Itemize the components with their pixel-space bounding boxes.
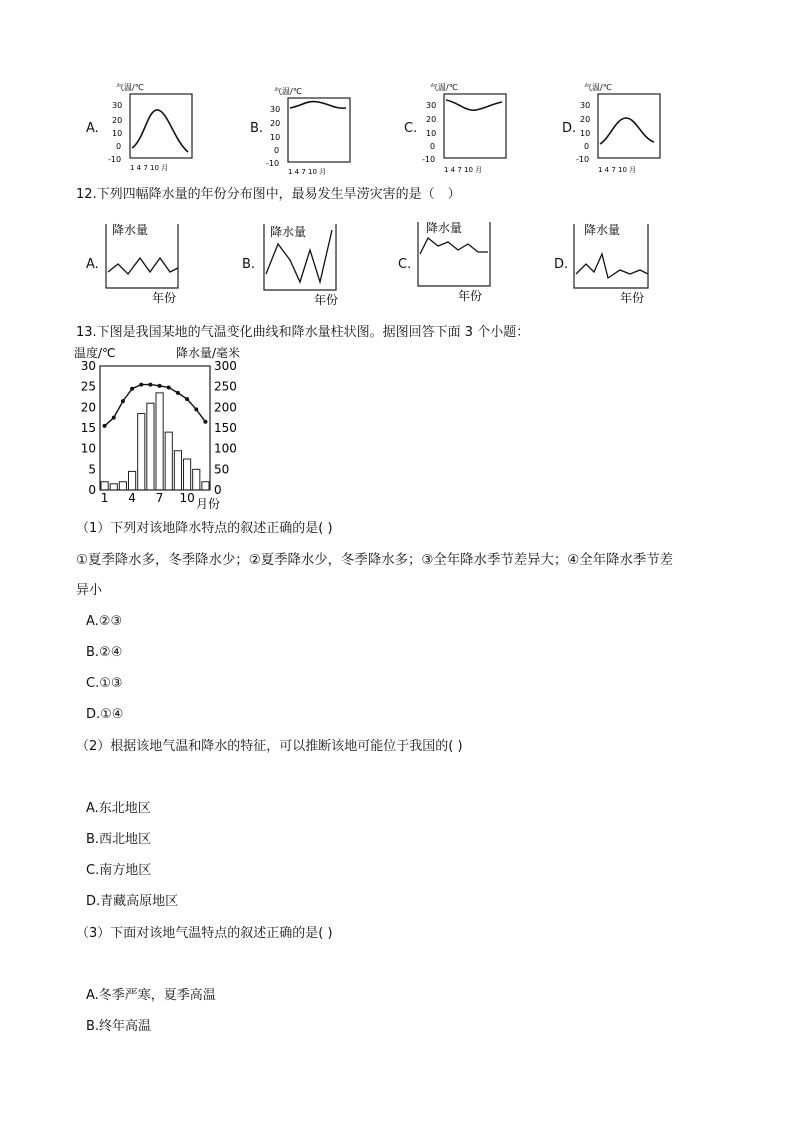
- svg-text:20: 20: [112, 116, 123, 125]
- q12-chart-d: [572, 220, 656, 306]
- right-tick-label: 250: [214, 379, 237, 394]
- precipitation-bar: [174, 451, 181, 490]
- q13-sub3-stem: （3）下面对该地气温特点的叙述正确的是( ): [76, 926, 333, 941]
- q12-d-ylabel: 降水量: [584, 223, 621, 237]
- right-tick-label: 150: [214, 421, 237, 435]
- q11-chart-c: [422, 80, 512, 176]
- svg-text:30: 30: [580, 101, 591, 110]
- temperature-point: [148, 383, 152, 387]
- right-axis-label: 降水量/毫米: [176, 346, 241, 360]
- svg-text:1 4 7 10 月: 1 4 7 10 月: [598, 166, 637, 174]
- q12-option-c-label: C.: [398, 257, 412, 272]
- temperature-curve: [105, 385, 206, 426]
- svg-text:30: 30: [426, 101, 437, 110]
- x-axis-ticks: [101, 491, 195, 505]
- svg-text:1 4 7 10 月: 1 4 7 10 月: [288, 168, 327, 176]
- temperature-point: [130, 387, 134, 391]
- precipitation-bar: [138, 414, 145, 490]
- precipitation-bar: [184, 459, 191, 490]
- q12-chart-row: [0, 218, 794, 308]
- temperature-line: [103, 383, 208, 428]
- svg-text:30: 30: [112, 101, 123, 110]
- x-tick-label: 4: [128, 491, 136, 505]
- q13-sub1-statements-line1: ①夏季降水多，冬季降水少；②夏季降水少，冬季降水多；③全年降水季节差异大；④全年降水季节差: [76, 553, 674, 568]
- x-axis-label: 月份: [196, 497, 221, 511]
- q11-d-ylabel: 气温/℃: [584, 83, 612, 92]
- q13-sub2-stem: （2）根据该地气温和降水的特征，可以推断该地可能位于我国的( ): [76, 739, 463, 754]
- svg-text:30: 30: [270, 105, 281, 114]
- svg-text:10: 10: [580, 129, 591, 138]
- q12-option-b-label: B.: [242, 257, 256, 272]
- temperature-point: [194, 407, 198, 411]
- precipitation-bar: [101, 482, 108, 490]
- svg-text:20: 20: [580, 115, 591, 124]
- q13-sub2-option-b[interactable]: B.西北地区: [86, 832, 152, 847]
- q11-chart-row: [0, 78, 794, 178]
- svg-text:20: 20: [426, 115, 437, 124]
- right-tick-label: 100: [214, 441, 237, 456]
- temperature-point: [139, 383, 143, 387]
- q12-d-xlabel: 年份: [620, 291, 645, 305]
- q13-stem: 13.下图是我国某地的气温变化曲线和降水量柱状图。据图回答下面 3 个小题：: [76, 325, 530, 340]
- q13-sub3-option-a[interactable]: A.冬季严寒，夏季高温: [86, 988, 216, 1003]
- q13-sub1-stem: （1）下列对该地降水特点的叙述正确的是( ): [76, 521, 333, 536]
- q12-a-xlabel: 年份: [152, 291, 177, 304]
- precipitation-bar: [193, 469, 200, 490]
- precipitation-bar: [119, 482, 126, 490]
- x-tick-label: 10: [179, 491, 195, 505]
- x-tick-label: 7: [155, 491, 164, 505]
- svg-text:-10: -10: [576, 155, 590, 164]
- q13-sub1-option-b[interactable]: B.②④: [86, 645, 123, 660]
- q13-sub1-statements-line2: 异小: [76, 583, 103, 598]
- precipitation-bar: [129, 471, 136, 490]
- q13-sub2-option-c[interactable]: C.南方地区: [86, 863, 152, 878]
- right-tick-label: 300: [214, 359, 237, 373]
- left-axis-label: 温度/℃: [74, 346, 116, 360]
- left-tick-label: 25: [80, 379, 96, 394]
- q12-chart-c: [416, 218, 496, 304]
- right-tick-label: 50: [214, 462, 230, 477]
- precipitation-bar: [147, 403, 154, 490]
- q13-sub3-option-b[interactable]: B.终年高温: [86, 1019, 152, 1034]
- temperature-point: [158, 384, 162, 388]
- q11-chart-a: [108, 78, 198, 174]
- q12-b-ylabel: 降水量: [270, 225, 307, 239]
- q12-b-xlabel: 年份: [314, 293, 339, 306]
- q13-sub1-option-d[interactable]: D.①④: [86, 707, 124, 722]
- q12-chart-a: [104, 218, 184, 304]
- precipitation-bars: [101, 393, 209, 490]
- svg-text:1 4 7 10 月: 1 4 7 10 月: [130, 164, 169, 172]
- svg-text:-10: -10: [108, 155, 122, 164]
- precipitation-bar: [110, 484, 117, 490]
- q12-chart-b: [262, 220, 342, 306]
- q11-b-ylabel: 气温/℃: [274, 87, 302, 96]
- left-tick-label: 20: [80, 400, 96, 415]
- x-tick-label: 1: [100, 491, 109, 505]
- temperature-point: [185, 397, 189, 401]
- q11-option-a-label: A.: [86, 121, 99, 136]
- right-axis-ticks: [214, 359, 237, 497]
- temperature-point: [103, 424, 107, 428]
- q13-sub2-option-d[interactable]: D.青藏高原地区: [86, 894, 179, 909]
- temperature-point: [121, 399, 125, 403]
- left-tick-label: 15: [80, 421, 96, 435]
- left-tick-label: 0: [88, 483, 96, 497]
- left-tick-label: 30: [80, 359, 96, 373]
- q13-sub1-option-a[interactable]: A.②③: [86, 614, 123, 629]
- temperature-point: [176, 391, 180, 395]
- q12-c-ylabel: 降水量: [426, 221, 463, 235]
- q11-chart-b: [266, 84, 356, 180]
- climate-chart-svg: [72, 344, 262, 512]
- q11-chart-d: [576, 80, 666, 176]
- svg-text:0: 0: [274, 146, 280, 155]
- right-tick-label: 0: [214, 483, 222, 497]
- svg-text:10: 10: [426, 129, 437, 138]
- q11-option-d-label: D.: [562, 121, 577, 136]
- left-tick-label: 10: [80, 441, 96, 456]
- right-tick-label: 200: [214, 400, 237, 415]
- q13-climate-chart: [72, 344, 262, 512]
- temperature-point: [112, 416, 116, 420]
- svg-text:10: 10: [112, 129, 123, 138]
- q11-option-b-label: B.: [250, 121, 264, 136]
- precipitation-bar: [202, 482, 209, 490]
- q13-sub2-option-a[interactable]: A.东北地区: [86, 801, 151, 816]
- svg-text:0: 0: [430, 142, 436, 151]
- q12-option-d-label: D.: [554, 257, 569, 272]
- q13-sub1-option-c[interactable]: C.①③: [86, 676, 123, 691]
- left-axis-ticks: [81, 359, 96, 497]
- q11-option-c-label: C.: [404, 121, 418, 136]
- temperature-point: [203, 420, 207, 424]
- svg-text:-10: -10: [266, 159, 280, 168]
- q12-stem: 12.下列四幅降水量的年份分布图中，最易发生旱涝灾害的是（ ）: [76, 187, 461, 202]
- precipitation-bar: [165, 432, 172, 490]
- q12-a-ylabel: 降水量: [112, 223, 149, 237]
- svg-text:20: 20: [270, 119, 281, 128]
- left-tick-label: 5: [88, 462, 96, 477]
- temperature-point: [167, 385, 171, 389]
- svg-text:-10: -10: [422, 155, 436, 164]
- q12-option-a-label: A.: [86, 257, 99, 272]
- precipitation-bar: [156, 393, 163, 490]
- q12-c-xlabel: 年份: [458, 289, 483, 303]
- svg-text:1 4 7 10 月: 1 4 7 10 月: [444, 166, 483, 174]
- q11-c-ylabel: 气温/℃: [430, 83, 458, 92]
- svg-text:10: 10: [270, 133, 281, 142]
- svg-text:0: 0: [116, 142, 122, 151]
- q11-a-ylabel: 气温/℃: [116, 83, 144, 92]
- svg-text:0: 0: [584, 142, 590, 151]
